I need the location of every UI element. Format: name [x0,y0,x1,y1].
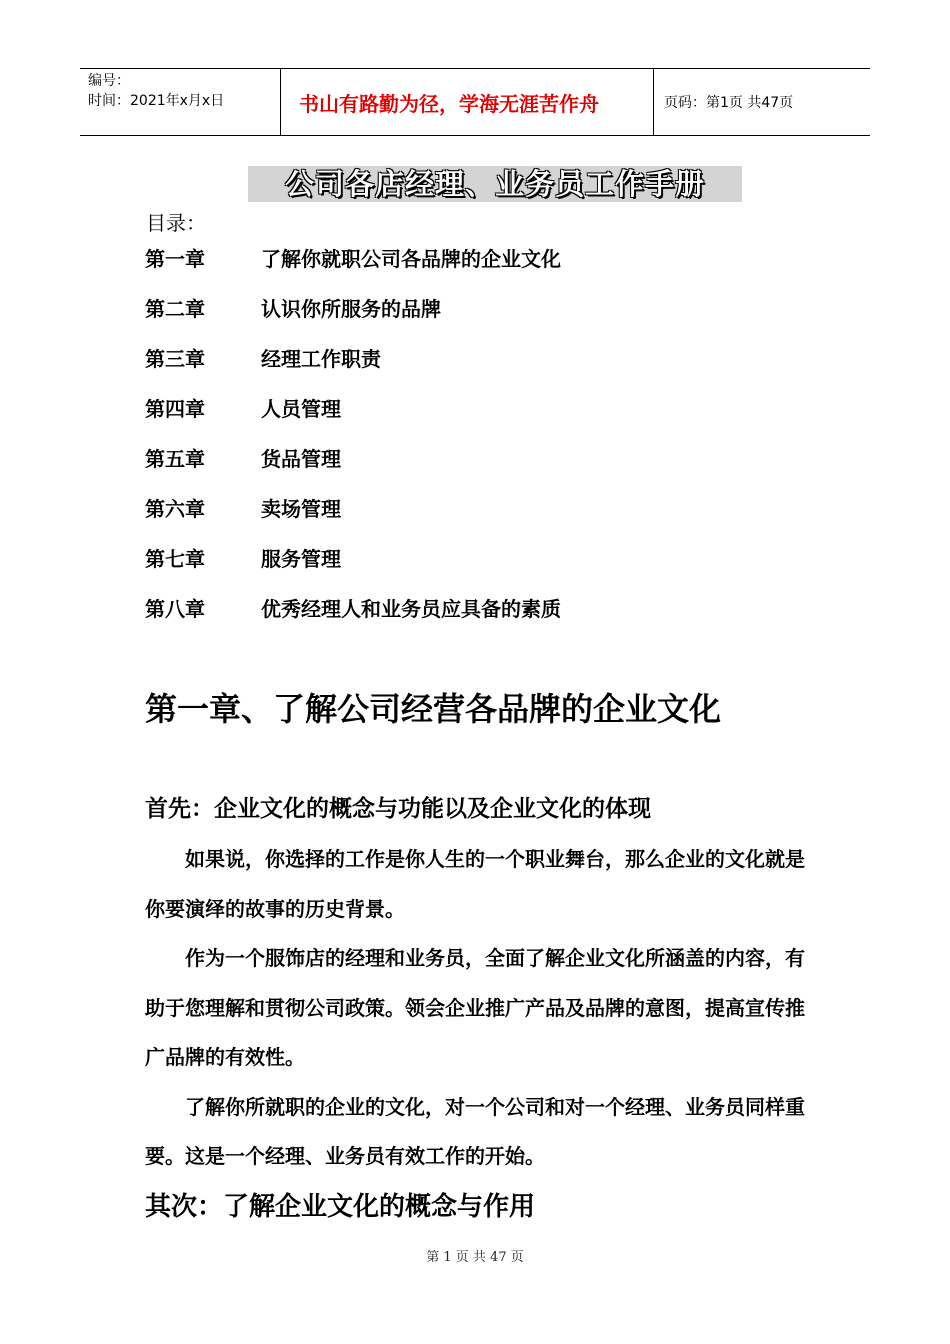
toc-chapter: 第七章 [145,547,205,571]
toc-item [145,592,561,642]
toc-item [145,542,561,592]
toc-title: 经理工作职责 [261,347,381,371]
section-heading-second: 其次：了解企业文化的概念与作用 [145,1192,536,1222]
paragraph: 了解你所就职的企业的文化，对一个公司和对一个经理、业务员同样重要。这是一个经理、业务员有效工作的开始。 [145,1094,805,1168]
body-text [145,835,810,1182]
toc-item [145,492,561,542]
toc-chapter: 第三章 [145,347,205,371]
toc-title: 人员管理 [261,397,341,421]
toc-chapter: 第二章 [145,297,205,321]
chapter-heading: 第一章、了解公司经营各品牌的企业文化 [145,690,722,728]
toc-item [145,242,561,292]
section-heading-first: 首先：企业文化的概念与功能以及企业文化的体现 [145,796,651,822]
toc-title: 服务管理 [261,547,341,571]
time-label: 时间：2021年x月x日 [88,93,225,109]
toc-item [145,342,561,392]
table-of-contents [145,242,561,642]
toc-item [145,292,561,342]
toc-chapter: 第五章 [145,447,205,471]
toc-item [145,392,561,442]
toc-title: 卖场管理 [261,497,341,521]
toc-title: 认识你所服务的品牌 [261,297,441,321]
toc-title: 货品管理 [261,447,341,471]
toc-title: 优秀经理人和业务员应具备的素质 [261,597,561,621]
toc-title: 了解你就职公司各品牌的企业文化 [261,247,561,271]
paragraph: 如果说，你选择的工作是你人生的一个职业舞台，那么企业的文化就是你要演绎的故事的历史背景。 [145,847,805,921]
toc-chapter: 第四章 [145,397,205,421]
toc-item [145,442,561,492]
number-label: 编号： [88,73,130,89]
paragraph: 作为一个服饰店的经理和业务员，全面了解企业文化所涵盖的内容，有助于您理解和贯彻公司政策。领会企业推广产品及品牌的意图，提高宣传推广品牌的有效性。 [145,946,805,1069]
document-title: 公司各店经理、业务员工作手册 [248,166,742,202]
page-header [80,68,870,136]
toc-chapter: 第六章 [145,497,205,521]
toc-label: 目录： [146,211,206,235]
header-motto: 书山有路勤为径，学海无涯苦作舟 [281,69,654,135]
header-page-info: 页码：第1页 共47页 [664,95,794,111]
header-meta [80,69,281,135]
page-footer: 第 1 页 共 47 页 [426,1250,524,1265]
toc-chapter: 第一章 [145,247,205,271]
toc-chapter: 第八章 [145,597,205,621]
